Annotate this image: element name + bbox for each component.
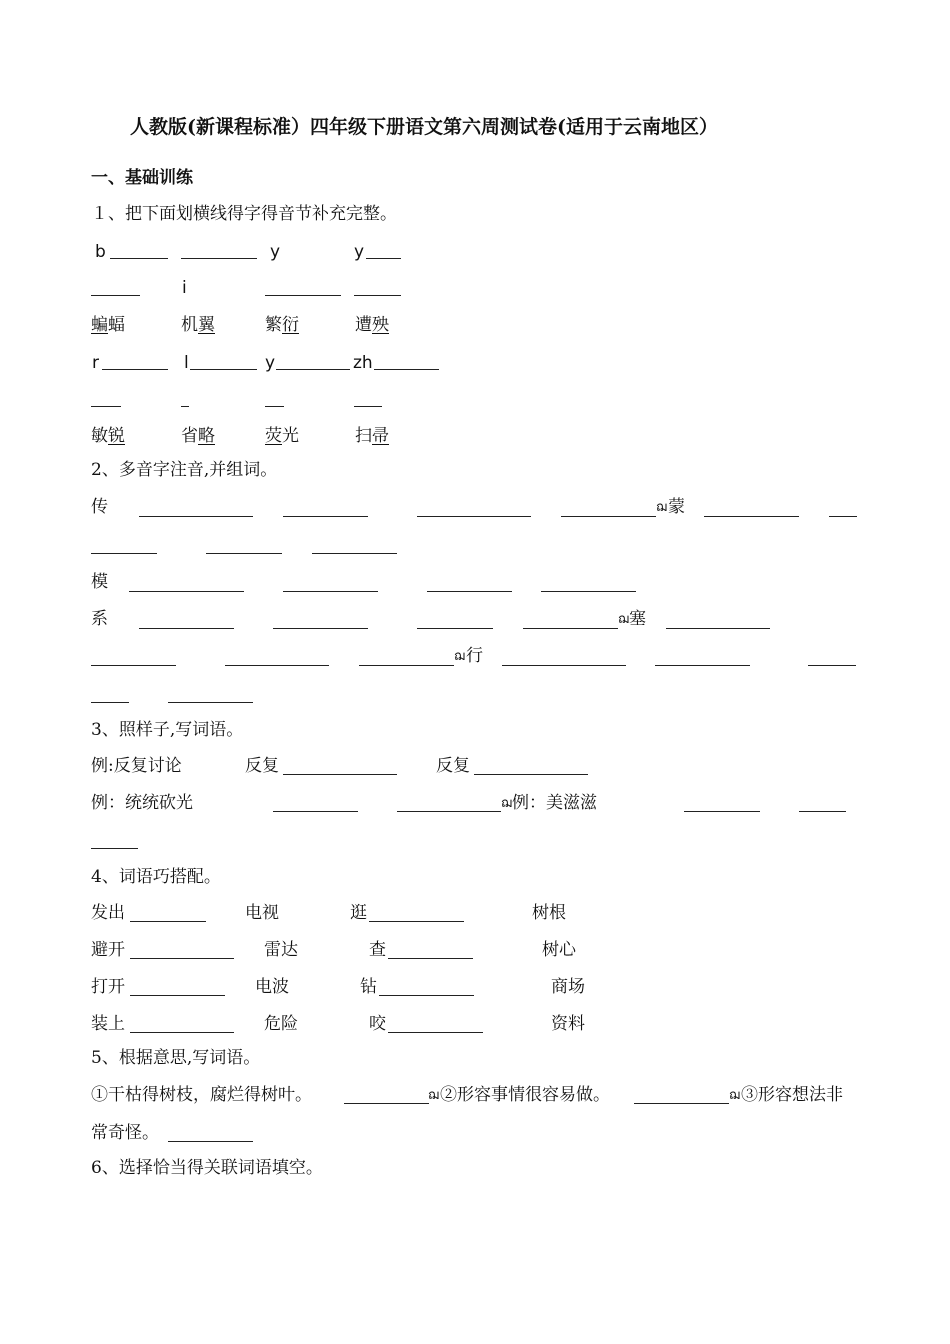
answer-blank[interactable] — [130, 921, 206, 922]
pinyin-initial: l — [184, 353, 189, 373]
match-item: 电波 — [255, 977, 289, 997]
example-label: 例：统统砍光 — [91, 793, 193, 813]
polyphone-char: 模 — [91, 572, 108, 592]
answer-blank[interactable] — [354, 295, 401, 296]
marker-glyph: ฌ — [454, 649, 466, 664]
answer-blank[interactable] — [206, 553, 282, 554]
answer-blank[interactable] — [190, 369, 257, 370]
pinyin-final: i — [182, 278, 187, 298]
answer-blank[interactable] — [388, 958, 473, 959]
match-item: 查 — [369, 940, 386, 960]
marker-glyph: ฌ — [656, 500, 668, 515]
match-item: 树根 — [532, 903, 566, 923]
match-item: 咬 — [369, 1014, 386, 1034]
answer-blank[interactable] — [91, 848, 138, 849]
example-label: 例:反复讨论 — [91, 756, 182, 776]
polyphone-char: 蒙 — [668, 497, 685, 517]
answer-blank[interactable] — [139, 628, 234, 629]
match-item: 商场 — [551, 977, 585, 997]
answer-blank[interactable] — [502, 665, 626, 666]
answer-blank[interactable] — [808, 665, 856, 666]
answer-blank[interactable] — [359, 665, 454, 666]
answer-blank[interactable] — [634, 1103, 729, 1104]
answer-blank[interactable] — [417, 628, 493, 629]
definition-item: ②形容事情很容易做。 — [440, 1085, 610, 1105]
pinyin-initial: y — [265, 353, 276, 373]
answer-blank[interactable] — [181, 258, 257, 259]
answer-blank[interactable] — [283, 591, 378, 592]
definition-item: 常奇怪。 — [91, 1123, 159, 1143]
answer-blank[interactable] — [829, 516, 857, 517]
answer-blank[interactable] — [369, 921, 464, 922]
polyphone-char: 系 — [91, 609, 108, 629]
answer-blank[interactable] — [427, 591, 512, 592]
word-pair: 遭殃 — [355, 315, 389, 335]
answer-blank[interactable] — [181, 406, 189, 407]
question-2-prompt: 2、多音字注音,并组词。 — [91, 460, 278, 480]
answer-blank[interactable] — [265, 295, 341, 296]
answer-blank[interactable] — [397, 811, 501, 812]
answer-blank[interactable] — [666, 628, 770, 629]
answer-blank[interactable] — [388, 1032, 483, 1033]
question-6-prompt: 6、选择恰当得关联词语填空。 — [91, 1158, 323, 1178]
word-pair: 扫帚 — [355, 426, 389, 446]
answer-blank[interactable] — [704, 516, 799, 517]
answer-blank[interactable] — [561, 516, 656, 517]
pinyin-initial: y — [270, 242, 281, 262]
answer-blank[interactable] — [129, 591, 244, 592]
answer-blank[interactable] — [91, 406, 121, 407]
match-item: 钻 — [360, 977, 377, 997]
definition-item: ①干枯得树枝，腐烂得树叶。 — [91, 1085, 312, 1105]
answer-blank[interactable] — [130, 1032, 234, 1033]
match-item: 避开 — [91, 940, 125, 960]
answer-blank[interactable] — [344, 1103, 429, 1104]
definition-item: ③形容想法非 — [741, 1085, 843, 1105]
answer-blank[interactable] — [283, 774, 397, 775]
pinyin-initial: b — [95, 242, 106, 262]
pinyin-initial: r — [92, 353, 99, 373]
marker-glyph: ฌ — [729, 1088, 741, 1103]
answer-blank[interactable] — [130, 958, 234, 959]
answer-blank[interactable] — [474, 774, 588, 775]
polyphone-char: 传 — [91, 497, 108, 517]
answer-blank[interactable] — [374, 369, 439, 370]
match-item: 危险 — [264, 1014, 298, 1034]
match-item: 打开 — [91, 977, 125, 997]
polyphone-char: 塞 — [629, 609, 646, 629]
word-pair: 繁衍 — [265, 315, 299, 335]
answer-blank[interactable] — [523, 628, 618, 629]
answer-blank[interactable] — [168, 702, 253, 703]
word-pair: 省略 — [181, 426, 215, 446]
answer-blank[interactable] — [417, 516, 531, 517]
word-pair: 机翼 — [181, 315, 215, 335]
answer-blank[interactable] — [273, 628, 368, 629]
question-1-prompt: １、把下面划横线得字得音节补充完整。 — [91, 204, 397, 224]
word-pair: 蝙蝠 — [91, 315, 125, 335]
match-item: 树心 — [542, 940, 576, 960]
marker-glyph: ฌ — [618, 612, 630, 627]
question-4-prompt: 4、词语巧搭配。 — [91, 867, 221, 887]
answer-blank[interactable] — [91, 295, 140, 296]
answer-blank[interactable] — [102, 369, 168, 370]
example-label: 例：美滋滋 — [512, 793, 597, 813]
answer-blank[interactable] — [379, 995, 474, 996]
word-pair: 荧光 — [265, 426, 299, 446]
answer-blank[interactable] — [139, 516, 253, 517]
answer-blank[interactable] — [799, 811, 846, 812]
match-item: 装上 — [91, 1014, 125, 1034]
answer-blank[interactable] — [265, 406, 284, 407]
question-3-prompt: 3、照样子,写词语。 — [91, 720, 244, 740]
answer-blank[interactable] — [655, 665, 750, 666]
answer-blank[interactable] — [130, 995, 225, 996]
answer-blank[interactable] — [110, 258, 168, 259]
page-title: 人教版(新课程标准）四年级下册语文第六周测试卷(适用于云南地区） — [130, 116, 718, 138]
answer-blank[interactable] — [283, 516, 368, 517]
section-heading: 一、基础训练 — [91, 168, 193, 188]
answer-blank[interactable] — [91, 702, 129, 703]
answer-blank[interactable] — [225, 665, 329, 666]
answer-blank[interactable] — [91, 553, 157, 554]
answer-blank[interactable] — [541, 591, 636, 592]
marker-glyph: ฌ — [428, 1088, 440, 1103]
answer-blank[interactable] — [684, 811, 760, 812]
match-item: 发出 — [91, 903, 125, 923]
answer-blank[interactable] — [276, 369, 350, 370]
answer-blank[interactable] — [366, 258, 401, 259]
match-item: 雷达 — [264, 940, 298, 960]
match-item: 逛 — [350, 903, 367, 923]
pinyin-initial: y — [354, 242, 365, 262]
answer-blank[interactable] — [354, 406, 382, 407]
answer-blank[interactable] — [91, 665, 176, 666]
question-5-prompt: 5、根据意思,写词语。 — [91, 1048, 261, 1068]
answer-blank[interactable] — [168, 1141, 253, 1142]
polyphone-char: 行 — [466, 646, 483, 666]
marker-glyph: ฌ — [501, 796, 513, 811]
match-item: 电视 — [245, 903, 279, 923]
word-prefix: 反复 — [436, 756, 470, 776]
word-prefix: 反复 — [245, 756, 279, 776]
answer-blank[interactable] — [273, 811, 358, 812]
pinyin-initial: zh — [353, 353, 373, 373]
match-item: 资料 — [551, 1014, 585, 1034]
word-pair: 敏锐 — [91, 426, 125, 446]
answer-blank[interactable] — [312, 553, 397, 554]
